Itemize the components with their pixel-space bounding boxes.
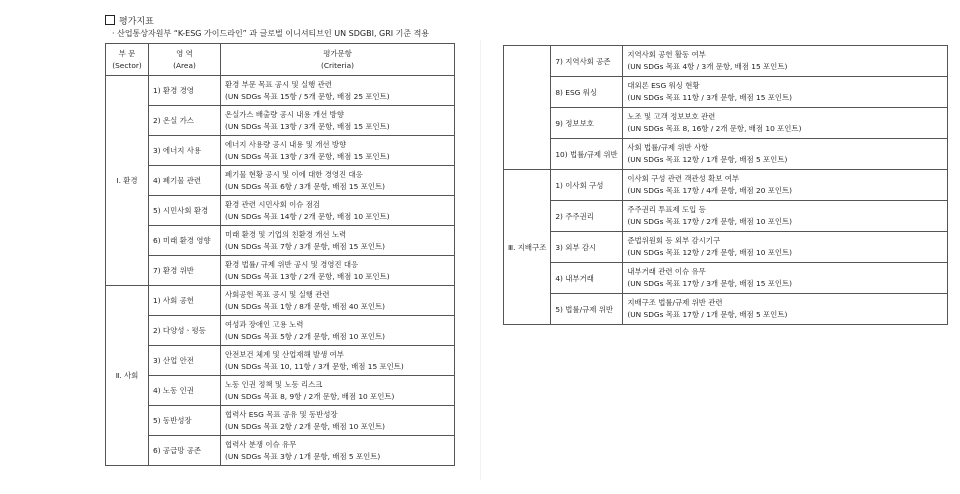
- table-header-row: [106, 44, 455, 76]
- area-cell: 7) 환경 위반: [149, 256, 221, 286]
- criteria-cell: 환경 관련 시민사회 이슈 점검 (UN SDGs 목표 14항 / 2개 문항, 배점 10 포인트): [221, 196, 455, 226]
- area-cell: 9) 정보보호: [551, 108, 623, 139]
- table-row: [106, 196, 455, 226]
- heading-text: 평가지표: [119, 17, 154, 27]
- sector-social-continued: [504, 46, 551, 170]
- criteria-cell: 대외론 ESG 워싱 현황 (UN SDGs 목표 11항 / 3개 문항, 배점 15 포인트): [623, 77, 948, 108]
- table-row: [504, 170, 948, 201]
- table-row: [504, 294, 948, 325]
- criteria-table-left: [105, 43, 455, 466]
- area-cell: 1) 사회 공헌: [149, 286, 221, 316]
- area-cell: 4) 폐기물 관련: [149, 166, 221, 196]
- table-row: [504, 139, 948, 170]
- criteria-cell: 지배구조 법률/규제 위반 관련 (UN SDGs 목표 17항 / 1개 문항, 배점 5 포인트): [623, 294, 948, 325]
- area-cell: 3) 에너지 사용: [149, 136, 221, 166]
- criteria-cell: 협력사 ESG 목표 공유 및 동반성장 (UN SDGs 목표 2항 / 2개 문항, 배점 10 포인트): [221, 406, 455, 436]
- area-cell: 4) 내부거래: [551, 263, 623, 294]
- criteria-cell: 노동 인권 정책 및 노동 리스크 (UN SDGs 목표 8, 9항 / 2개 문항, 배점 10 포인트): [221, 376, 455, 406]
- sector-environment: Ⅰ. 환경: [106, 76, 149, 286]
- area-cell: 3) 산업 안전: [149, 346, 221, 376]
- criteria-cell: 환경 부문 목표 공시 및 실행 관련 (UN SDGs 목표 15항 / 5개 문항, 배점 25 포인트): [221, 76, 455, 106]
- table-row: [106, 406, 455, 436]
- criteria-cell: 이사회 구성 관련 객관성 확보 여부 (UN SDGs 목표 17항 / 4개 문항, 배점 20 포인트): [623, 170, 948, 201]
- criteria-cell: 지역사회 공헌 활동 여부 (UN SDGs 목표 4항 / 3개 문항, 배점 15 포인트): [623, 46, 948, 77]
- table-row: [106, 286, 455, 316]
- area-cell: 3) 외부 감시: [551, 232, 623, 263]
- sector-governance: Ⅲ. 지배구조: [504, 170, 551, 325]
- header-area: 영 역 (Area): [149, 44, 221, 76]
- area-cell: 2) 다양성ㆍ평등: [149, 316, 221, 346]
- column-gap: [480, 40, 481, 480]
- area-cell: 6) 미래 환경 영향: [149, 226, 221, 256]
- area-cell: 4) 노동 인권: [149, 376, 221, 406]
- criteria-cell: 미래 환경 및 기업의 친환경 개선 노력 (UN SDGs 목표 7항 / 3개 문항, 배점 15 포인트): [221, 226, 455, 256]
- checkbox-square-icon: [105, 15, 115, 25]
- table-row: [106, 136, 455, 166]
- criteria-cell: 주주권리 투표제 도입 등 (UN SDGs 목표 17항 / 2개 문항, 배점 10 포인트): [623, 201, 948, 232]
- table-row: [504, 263, 948, 294]
- criteria-cell: 온실가스 배출량 공시 내용 개선 방향 (UN SDGs 목표 13항 / 3개 문항, 배점 15 포인트): [221, 106, 455, 136]
- criteria-cell: 협력사 분쟁 이슈 유무 (UN SDGs 목표 3항 / 1개 문항, 배점 5 포인트): [221, 436, 455, 466]
- table-row: [106, 346, 455, 376]
- criteria-cell: 준법위원회 등 외부 감시기구 (UN SDGs 목표 12항 / 2개 문항, 배점 10 포인트): [623, 232, 948, 263]
- table-row: [504, 46, 948, 77]
- area-cell: 5) 법률/규제 위반: [551, 294, 623, 325]
- criteria-cell: 사회 법률/규제 위반 사항 (UN SDGs 목표 12항 / 1개 문항, 배점 5 포인트): [623, 139, 948, 170]
- criteria-cell: 여성과 장애인 고용 노력 (UN SDGs 목표 5항 / 2개 문항, 배점 10 포인트): [221, 316, 455, 346]
- sector-social: Ⅱ. 사회: [106, 286, 149, 466]
- criteria-cell: 에너지 사용량 공시 내용 및 개선 방향 (UN SDGs 목표 13항 / 3개 문항, 배점 15 포인트): [221, 136, 455, 166]
- criteria-table-right: [503, 45, 948, 325]
- area-cell: 7) 지역사회 공존: [551, 46, 623, 77]
- area-cell: 5) 시민사회 환경: [149, 196, 221, 226]
- table-row: [106, 166, 455, 196]
- table-row: [504, 77, 948, 108]
- area-cell: 1) 이사회 구성: [551, 170, 623, 201]
- table-row: [106, 376, 455, 406]
- criteria-cell: 노조 및 고객 정보보호 관련 (UN SDGs 목표 8, 16항 / 2개 문항, 배점 10 포인트): [623, 108, 948, 139]
- criteria-cell: 환경 법률/ 규제 위반 공시 및 경영진 대응 (UN SDGs 목표 13항 / 2개 문항, 배점 10 포인트): [221, 256, 455, 286]
- section-heading: [105, 14, 154, 27]
- area-cell: 2) 온실 가스: [149, 106, 221, 136]
- area-cell: 8) ESG 워싱: [551, 77, 623, 108]
- criteria-cell: 사회공헌 목표 공시 및 실행 관련 (UN SDGs 목표 1항 / 8개 문항, 배점 40 포인트): [221, 286, 455, 316]
- table-row: [106, 76, 455, 106]
- area-cell: 6) 공급망 공존: [149, 436, 221, 466]
- criteria-cell: 내부거래 관련 이슈 유무 (UN SDGs 목표 17항 / 3개 문항, 배점 15 포인트): [623, 263, 948, 294]
- table-row: [106, 106, 455, 136]
- criteria-cell: 안전보건 체계 및 산업재해 발생 여부 (UN SDGs 목표 10, 11항 / 3개 문항, 배점 15 포인트): [221, 346, 455, 376]
- section-subheading: · 산업통상자원부 “K-ESG 가이드라인” 과 글로벌 이니셔티브인 UN SDGBI, GRI 기준 적용: [112, 29, 430, 38]
- table-row: [106, 226, 455, 256]
- header-sector: 부 문 (Sector): [106, 44, 149, 76]
- area-cell: 1) 환경 경영: [149, 76, 221, 106]
- header-criteria: 평가문항 (Criteria): [221, 44, 455, 76]
- area-cell: 10) 법률/규제 위반: [551, 139, 623, 170]
- table-row: [106, 436, 455, 466]
- area-cell: 5) 동반성장: [149, 406, 221, 436]
- table-row: [504, 201, 948, 232]
- table-row: [106, 256, 455, 286]
- table-row: [504, 108, 948, 139]
- table-row: [106, 316, 455, 346]
- table-row: [504, 232, 948, 263]
- area-cell: 2) 주주권리: [551, 201, 623, 232]
- criteria-cell: 폐기물 현황 공시 및 이에 대한 경영진 대응 (UN SDGs 목표 6항 / 3개 문항, 배점 15 포인트): [221, 166, 455, 196]
